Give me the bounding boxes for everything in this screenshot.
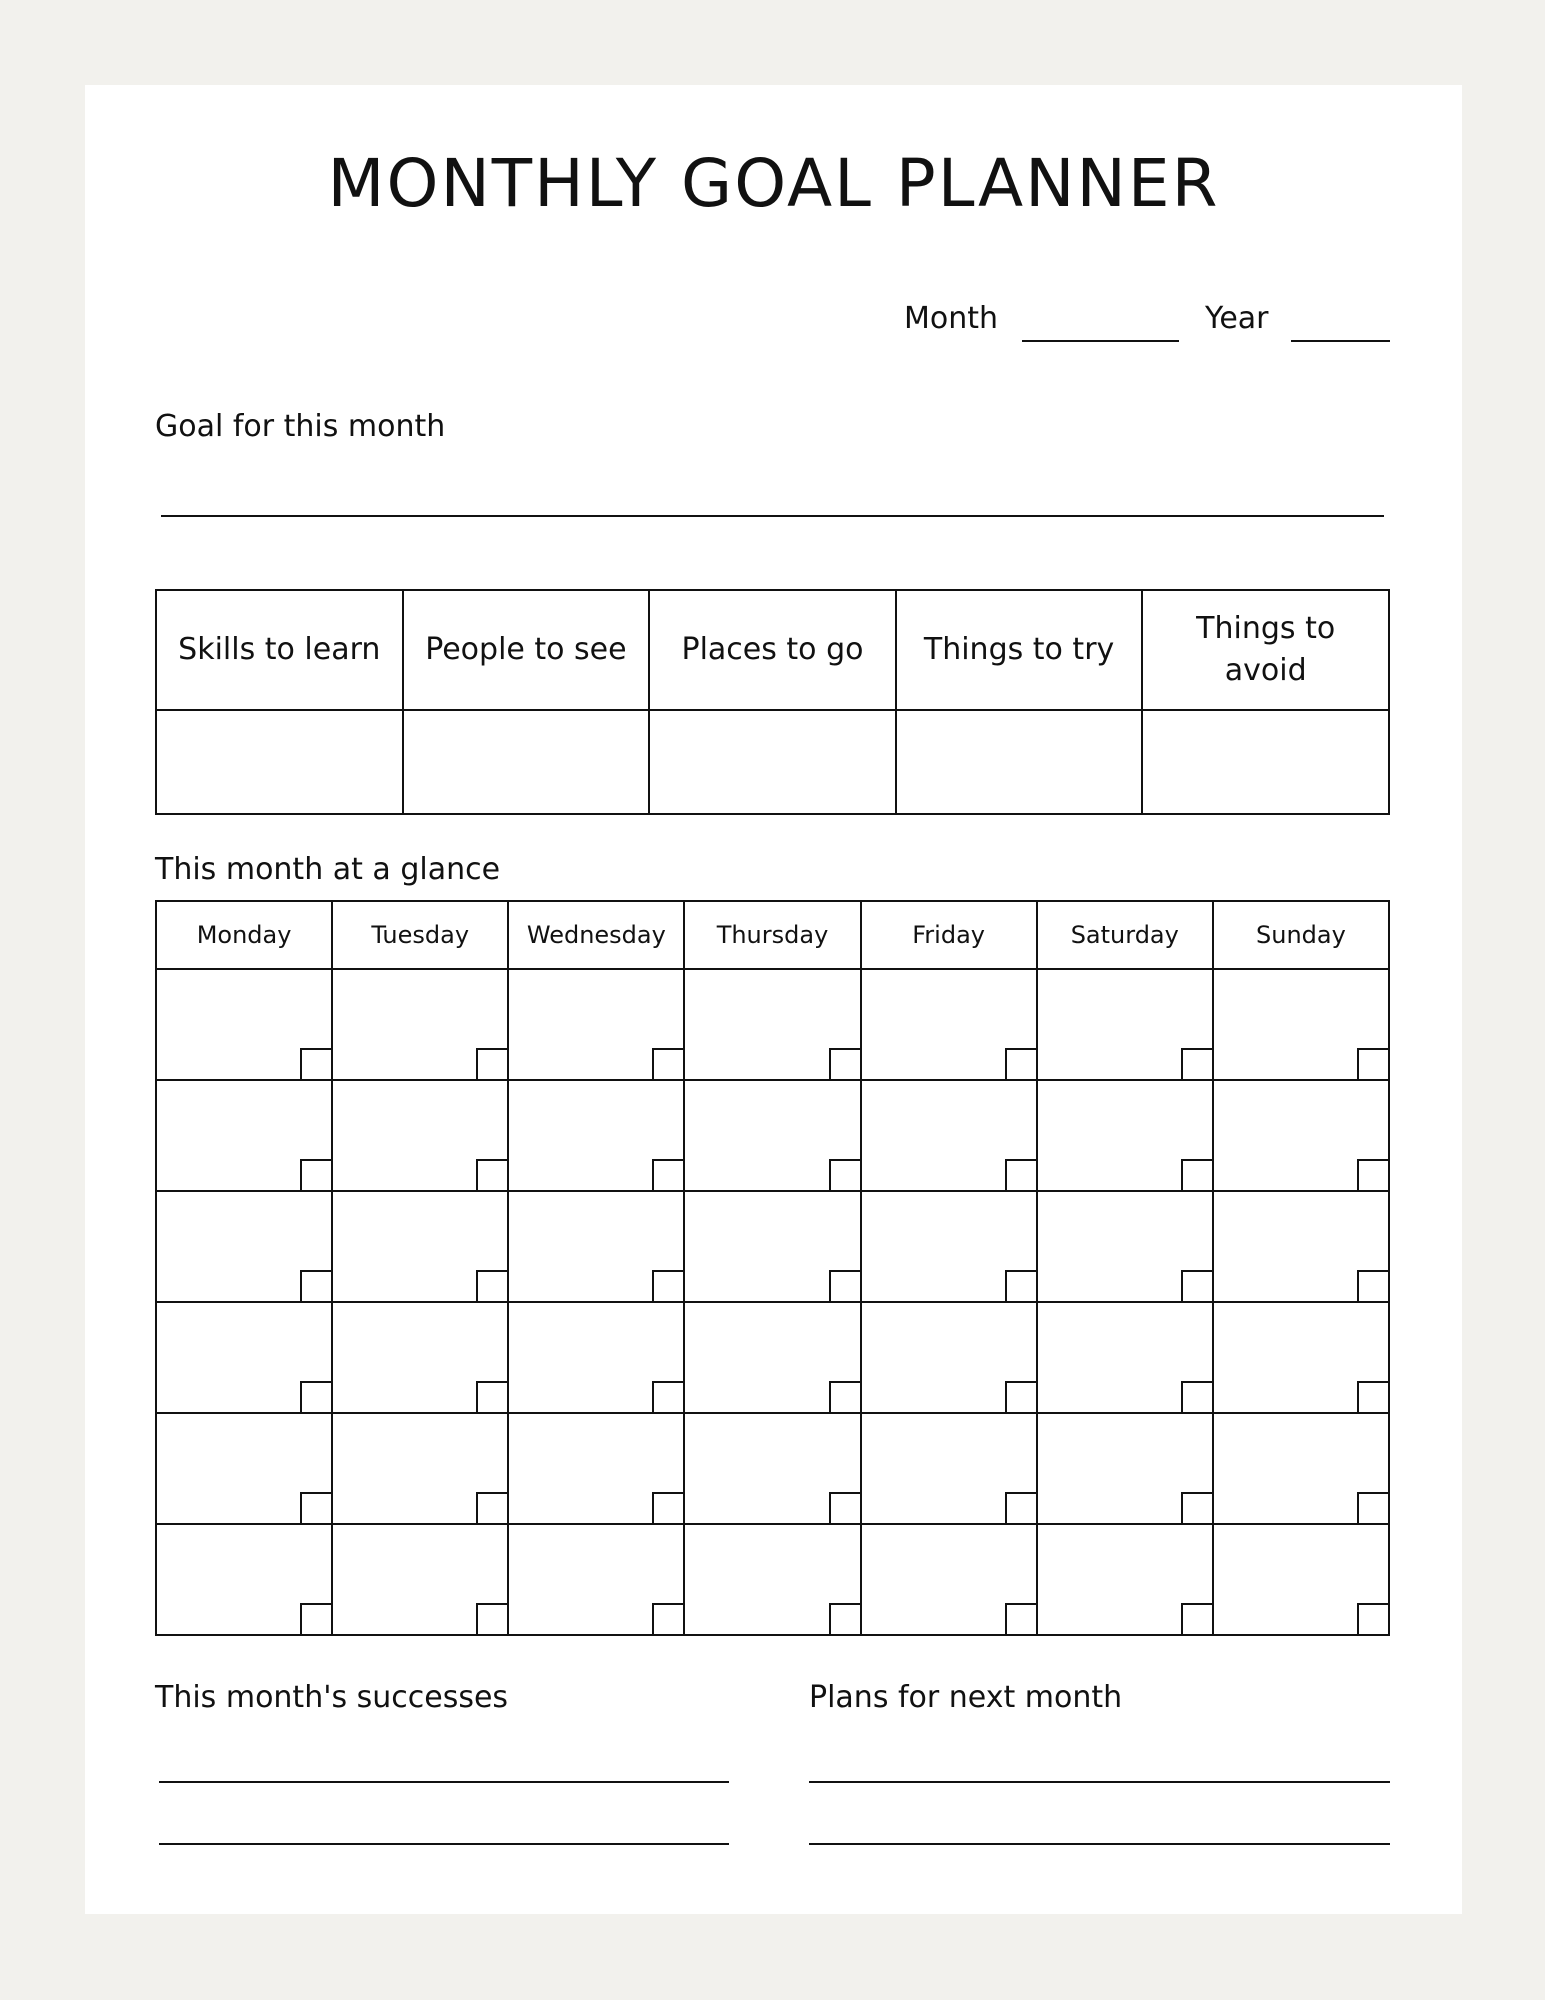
monthly-calendar [155, 900, 1390, 1636]
calendar-week-row [156, 1413, 1389, 1524]
calendar-day-cell[interactable] [156, 1524, 332, 1635]
category-entry-cell[interactable] [156, 710, 403, 814]
calendar-week-row [156, 1080, 1389, 1191]
day-checkbox[interactable] [1181, 1381, 1212, 1412]
glance-label: This month at a glance [155, 852, 501, 887]
day-checkbox[interactable] [1005, 1603, 1036, 1634]
calendar-day-cell[interactable] [684, 1413, 860, 1524]
day-checkbox[interactable] [652, 1048, 683, 1079]
categories-entry-row [156, 710, 1389, 814]
calendar-week-row [156, 1191, 1389, 1302]
category-heading: Things to avoid [1142, 590, 1389, 710]
day-checkbox[interactable] [652, 1381, 683, 1412]
calendar-day-cell[interactable] [684, 1080, 860, 1191]
calendar-day-cell[interactable] [1037, 1524, 1213, 1635]
day-checkbox[interactable] [300, 1492, 331, 1523]
year-field[interactable] [1291, 340, 1390, 342]
calendar-day-cell[interactable] [508, 969, 684, 1080]
calendar-day-cell[interactable] [861, 1302, 1037, 1413]
calendar-day-cell[interactable] [861, 1413, 1037, 1524]
day-checkbox[interactable] [300, 1048, 331, 1079]
category-heading: Places to go [649, 590, 896, 710]
month-label: Month [904, 301, 999, 336]
calendar-day-cell[interactable] [861, 969, 1037, 1080]
goal-field[interactable] [161, 515, 1384, 517]
day-checkbox[interactable] [476, 1048, 507, 1079]
day-checkbox[interactable] [652, 1159, 683, 1190]
calendar-day-cell[interactable] [332, 969, 508, 1080]
weekday-header: Thursday [684, 901, 860, 969]
category-entry-cell[interactable] [649, 710, 896, 814]
calendar-day-cell[interactable] [1037, 1191, 1213, 1302]
calendar-day-cell[interactable] [156, 969, 332, 1080]
calendar-day-cell[interactable] [684, 1302, 860, 1413]
calendar-day-cell[interactable] [861, 1080, 1037, 1191]
calendar-day-cell[interactable] [332, 1191, 508, 1302]
day-checkbox[interactable] [1005, 1159, 1036, 1190]
calendar-day-cell[interactable] [508, 1413, 684, 1524]
page-title: MONTHLY GOAL PLANNER [327, 145, 1220, 222]
month-field[interactable] [1022, 340, 1179, 342]
calendar-day-cell[interactable] [1213, 1191, 1389, 1302]
categories-table [155, 589, 1390, 815]
calendar-week-row [156, 969, 1389, 1080]
calendar-day-cell[interactable] [1213, 1413, 1389, 1524]
goal-label: Goal for this month [155, 409, 446, 444]
calendar-day-cell[interactable] [1213, 969, 1389, 1080]
calendar-day-cell[interactable] [1213, 1080, 1389, 1191]
calendar-day-cell[interactable] [684, 1524, 860, 1635]
calendar-day-cell[interactable] [156, 1302, 332, 1413]
calendar-day-cell[interactable] [156, 1413, 332, 1524]
calendar-day-cell[interactable] [861, 1524, 1037, 1635]
weekday-header: Saturday [1037, 901, 1213, 969]
calendar-day-cell[interactable] [861, 1191, 1037, 1302]
weekday-header: Friday [861, 901, 1037, 969]
calendar-body [156, 969, 1389, 1635]
day-checkbox[interactable] [1357, 1270, 1388, 1301]
day-checkbox[interactable] [476, 1381, 507, 1412]
day-checkbox[interactable] [300, 1270, 331, 1301]
calendar-week-row [156, 1524, 1389, 1635]
calendar-day-cell[interactable] [332, 1302, 508, 1413]
day-checkbox[interactable] [476, 1270, 507, 1301]
day-checkbox[interactable] [829, 1159, 860, 1190]
day-checkbox[interactable] [1005, 1381, 1036, 1412]
calendar-day-cell[interactable] [684, 1191, 860, 1302]
category-entry-cell[interactable] [403, 710, 650, 814]
weekday-header: Tuesday [332, 901, 508, 969]
day-checkbox[interactable] [652, 1270, 683, 1301]
calendar-day-cell[interactable] [508, 1302, 684, 1413]
day-checkbox[interactable] [1357, 1492, 1388, 1523]
category-heading: Skills to learn [156, 590, 403, 710]
year-label: Year [1205, 301, 1269, 336]
day-checkbox[interactable] [300, 1159, 331, 1190]
weekday-header: Monday [156, 901, 332, 969]
day-checkbox[interactable] [1005, 1492, 1036, 1523]
successes-line-1[interactable] [159, 1781, 729, 1783]
day-checkbox[interactable] [1181, 1603, 1212, 1634]
calendar-day-cell[interactable] [1037, 1413, 1213, 1524]
calendar-day-cell[interactable] [508, 1524, 684, 1635]
category-heading: People to see [403, 590, 650, 710]
day-checkbox[interactable] [829, 1270, 860, 1301]
day-checkbox[interactable] [476, 1159, 507, 1190]
planner-page [85, 85, 1462, 1914]
day-checkbox[interactable] [829, 1381, 860, 1412]
day-checkbox[interactable] [300, 1381, 331, 1412]
categories-header-row [156, 590, 1389, 710]
day-checkbox[interactable] [829, 1492, 860, 1523]
calendar-day-cell[interactable] [1213, 1524, 1389, 1635]
day-checkbox[interactable] [1357, 1381, 1388, 1412]
successes-label: This month's successes [155, 1680, 509, 1715]
calendar-day-cell[interactable] [508, 1191, 684, 1302]
calendar-day-cell[interactable] [332, 1524, 508, 1635]
category-heading: Things to try [896, 590, 1143, 710]
plans-line-1[interactable] [809, 1781, 1390, 1783]
day-checkbox[interactable] [1181, 1492, 1212, 1523]
day-checkbox[interactable] [476, 1492, 507, 1523]
calendar-day-cell[interactable] [1037, 1080, 1213, 1191]
day-checkbox[interactable] [1005, 1048, 1036, 1079]
weekday-header: Wednesday [508, 901, 684, 969]
day-checkbox[interactable] [829, 1048, 860, 1079]
plans-label: Plans for next month [809, 1680, 1123, 1715]
day-checkbox[interactable] [1357, 1603, 1388, 1634]
day-checkbox[interactable] [829, 1603, 860, 1634]
calendar-day-cell[interactable] [156, 1191, 332, 1302]
day-checkbox[interactable] [1181, 1270, 1212, 1301]
day-checkbox[interactable] [1357, 1048, 1388, 1079]
day-checkbox[interactable] [652, 1603, 683, 1634]
day-checkbox[interactable] [1005, 1270, 1036, 1301]
calendar-week-row [156, 1302, 1389, 1413]
calendar-day-cell[interactable] [508, 1080, 684, 1191]
day-checkbox[interactable] [1181, 1048, 1212, 1079]
day-checkbox[interactable] [1181, 1159, 1212, 1190]
calendar-day-cell[interactable] [332, 1413, 508, 1524]
calendar-day-cell[interactable] [156, 1080, 332, 1191]
calendar-day-cell[interactable] [684, 969, 860, 1080]
category-entry-cell[interactable] [896, 710, 1143, 814]
weekday-header: Sunday [1213, 901, 1389, 969]
day-checkbox[interactable] [652, 1492, 683, 1523]
successes-line-2[interactable] [159, 1843, 729, 1845]
calendar-day-cell[interactable] [1037, 969, 1213, 1080]
day-checkbox[interactable] [300, 1603, 331, 1634]
calendar-day-cell[interactable] [332, 1080, 508, 1191]
weekday-header-row [156, 901, 1389, 969]
category-entry-cell[interactable] [1142, 710, 1389, 814]
calendar-day-cell[interactable] [1213, 1302, 1389, 1413]
plans-line-2[interactable] [809, 1843, 1390, 1845]
day-checkbox[interactable] [1357, 1159, 1388, 1190]
calendar-day-cell[interactable] [1037, 1302, 1213, 1413]
day-checkbox[interactable] [476, 1603, 507, 1634]
